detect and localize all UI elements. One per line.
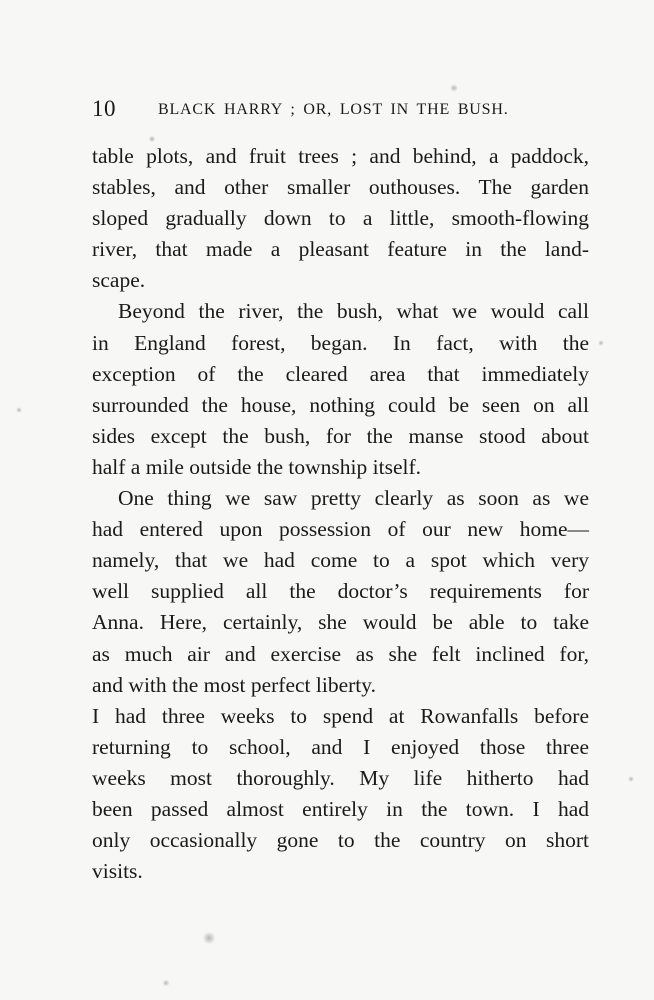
- text-line: Beyond the river, the bush, what we would call: [118, 299, 589, 324]
- text-line: had entered upon possession of our new home—: [92, 517, 589, 542]
- body-text: [92, 141, 589, 887]
- paragraph-2: [92, 296, 589, 483]
- running-head: [92, 96, 592, 126]
- text-line: been passed almost entirely in the town. I had: [92, 796, 589, 821]
- ink-speck: [162, 980, 170, 986]
- text-line: only occasionally gone to the country on short: [92, 828, 589, 853]
- text-line: Anna. Here, certainly, she would be able to take: [92, 610, 589, 635]
- text-line: half a mile outside the township itself.: [92, 454, 422, 479]
- text-line: well supplied all the doctor’s requirements for: [92, 579, 589, 604]
- ink-speck: [202, 932, 216, 944]
- paragraph-1: [92, 141, 589, 296]
- text-line: namely, that we had come to a spot which very: [92, 548, 589, 573]
- paragraph-3: [92, 483, 589, 701]
- page-number: 10: [92, 96, 116, 121]
- text-line: sloped gradually down to a little, smooth-flowing: [92, 206, 589, 231]
- text-line: table plots, and fruit trees ; and behind, a paddock,: [92, 144, 589, 168]
- text-line: sides except the bush, for the manse stood about: [92, 423, 589, 448]
- text-line: I had three weeks to spend at Rowanfalls before: [92, 703, 589, 728]
- ink-speck: [450, 84, 458, 92]
- text-line: as much air and exercise as she felt inclined for,: [92, 641, 589, 666]
- text-line: in England forest, began. In fact, with the: [92, 330, 589, 355]
- running-title: BLACK HARRY ; OR, LOST IN THE BUSH.: [158, 101, 509, 118]
- ink-speck: [628, 776, 634, 782]
- text-line: river, that made a pleasant feature in the land-: [92, 237, 589, 262]
- text-line: weeks most thoroughly. My life hitherto had: [92, 765, 589, 790]
- text-line: stables, and other smaller outhouses. The garden: [92, 175, 589, 200]
- ink-speck: [598, 340, 604, 346]
- ink-speck: [16, 407, 22, 413]
- text-line: returning to school, and I enjoyed those three: [92, 734, 589, 759]
- text-line: visits.: [92, 859, 143, 884]
- text-line: and with the most perfect liberty.: [92, 672, 376, 697]
- text-line: surrounded the house, nothing could be seen on all: [92, 392, 589, 417]
- text-line: scape.: [92, 268, 146, 293]
- paragraph-4: [92, 701, 589, 888]
- text-line: One thing we saw pretty clearly as soon as we: [118, 486, 589, 511]
- ink-speck: [148, 136, 156, 142]
- text-line: exception of the cleared area that immediately: [92, 361, 589, 386]
